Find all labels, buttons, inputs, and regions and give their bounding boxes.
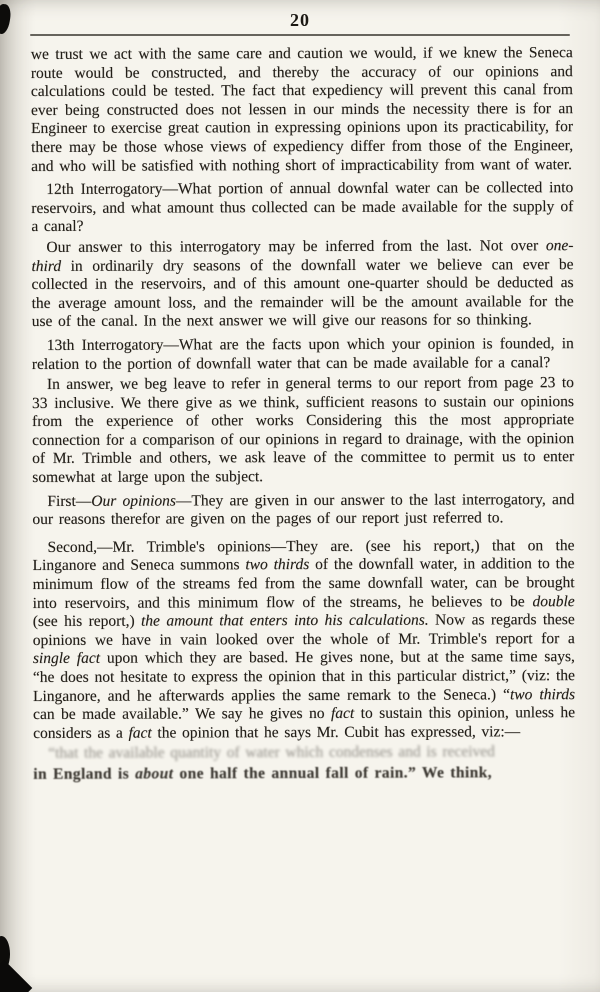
paragraph-answer-13th: In answer, we beg leave to refer in general terms to our report from page 23 to 33 inclusive. We there give as we think, sufficient reasons to sustain our opinions from the experience of other works Considering this the most appropriate connection for a comparison of our opinions in regard to drainage, with the opinion of Mr. Trimble and others, we ask leave of the committee to permit us to enter somewhat at large upon the subject.	[31, 374, 575, 487]
page-text	[31, 44, 576, 784]
paragraph-answer-12th: Our answer to this interrogatory may be inferred from the last. Not over one-third in ordinarily dry seasons of the downfall water we believe can ever be collected in the reservoirs, and of this amount one-quarter should be deducted as the average amount loss, and the remainder will be the amount available for the use of the canal. In the next answer we will give our reasons for so thinking.	[31, 236, 574, 331]
paragraph-second-trimble-opinions: Second,—Mr. Trimble's opinions—They are. (see his report,) that on the Linganore and Seneca summons two thirds of the downfall water, in addition to the minimum flow of the streams fed from the same downfall water, can be brought into reservoirs, and this minimum flow of the streams, he believes to be double (see his report,) the amount that enters into his calculations. Now as regards these opinions we have in vain looked over the whole of Mr. Trimble's report for a single fact upon which they are based. He gives none, but at the same time says, “he does not hesitate to express the opinion that in this particular district,” (viz: the Linganore, and he afterwards applies the same remark to the Seneca.) “two thirds can be made available.” We say he gives no fact to sustain this opinion, unless he considers as a fact the opinion that he says Mr. Cubit has expressed, viz:—	[32, 536, 576, 742]
paragraph-intro-continuation: we trust we act with the same care and caution we would, if we knew the Seneca route would be constructed, and thereby the accuracy of our opinions and calculations could be tested. The fact that expediency will prevent this canal from ever being constructed does not lessen in our minds the necessity there is for an Engineer to exercise great caution in expressing opinions upon its practicability, for there may be those whose views of expediency differ from those of the Engineer, and who will be satisfied with nothing short of impracticability from want of water.	[30, 44, 574, 175]
faded-line-1: “that the available quantity of water which condenses and is received	[48, 743, 495, 763]
page-header	[0, 0, 600, 36]
header-rule	[30, 34, 570, 36]
faded-line-2: in England is about one half the annual fall of rain.” We think,	[33, 764, 492, 783]
paragraph-first-opinions: First—Our opinions—They are given in our answer to the last interrogatory, and our reasons therefor are given on the pages of our report just referred to.	[32, 490, 575, 529]
paragraph-12th-interrogatory: 12th Interrogatory—What portion of annual downfal water can be collected into reservoirs, and what amount thus collected can be made available for the supply of a canal?	[31, 179, 574, 236]
scan-smudge-bottom-corner	[0, 960, 32, 992]
page-number: 20	[290, 10, 310, 30]
paragraph-13th-interrogatory: 13th Interrogatory—What are the facts upon which your opinion is founded, in relation to the portion of downfall water that can be made available for a canal?	[31, 334, 574, 373]
